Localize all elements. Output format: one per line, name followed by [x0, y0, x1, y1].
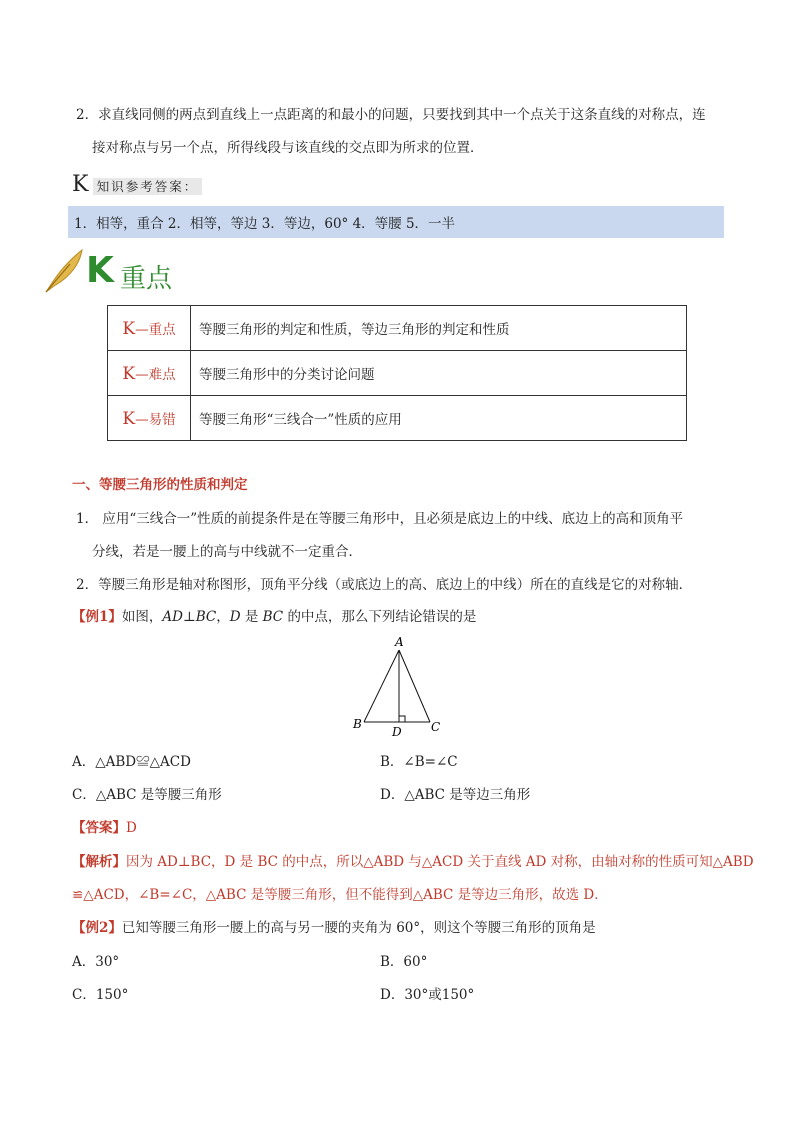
section1-p2: 2．等腰三角形是轴对称图形，顶角平分线（或底边上的高、底边上的中线）所在的直线是它的对称轴． — [76, 577, 693, 593]
feather-icon — [40, 246, 90, 296]
q-text: ， — [216, 609, 230, 625]
answers-bar — [68, 206, 724, 238]
option-b[interactable]: B．60° — [380, 954, 428, 970]
row-tag: —易错 — [135, 411, 176, 428]
analysis-tag: 【解析】 — [72, 854, 126, 870]
option-a[interactable]: A．30° — [72, 954, 120, 970]
table-row — [108, 396, 687, 441]
k-icon: K — [122, 363, 136, 384]
keypoints-table — [107, 305, 687, 441]
triangle-figure — [340, 632, 450, 740]
k-icon: K — [122, 408, 136, 429]
side-ab — [364, 650, 399, 722]
q-text: 是 — [244, 609, 259, 625]
table-row — [108, 306, 687, 351]
option-b[interactable]: B．∠B=∠C — [380, 754, 458, 770]
label-c: C — [431, 720, 441, 734]
k-icon: K — [122, 318, 136, 339]
q-var: BC — [195, 609, 217, 625]
example1-question — [72, 605, 476, 625]
q-var: D — [229, 609, 241, 625]
answers-text: 1．相等，重合 2．相等，等边 3．等边，60° 4．等腰 5．一半 — [74, 216, 456, 232]
keypoints-title — [40, 246, 200, 298]
option-d[interactable]: D．△ABC 是等边三角形 — [380, 787, 531, 803]
label-d: D — [392, 725, 402, 739]
option-c[interactable]: C．150° — [72, 987, 129, 1003]
q-text: 已知等腰三角形一腰上的高与另一腰的夹角为 60°，则这个等腰三角形的顶角是 — [121, 920, 596, 936]
row-text: 等腰三角形的判定和性质，等边三角形的判定和性质 — [191, 306, 687, 351]
example1-analysis-line1 — [72, 850, 754, 870]
option-d[interactable]: D．30°或150° — [380, 987, 475, 1003]
option-a[interactable]: A．△ABD≌△ACD — [72, 754, 191, 770]
section1-p1-line2: 分线，若是一腰上的高与中线就不一定重合． — [92, 544, 362, 560]
example-tag: 【例1】 — [72, 609, 122, 625]
label-a: A — [395, 635, 404, 649]
section1-p1-line1: 1． 应用“三线合一”性质的前提条件是在等腰三角形中，且必须是底边上的中线、底边上的高和顶角平 — [76, 511, 684, 527]
q-text: 如图， — [121, 609, 163, 625]
answer-tag: 【答案】 — [72, 820, 126, 836]
knowledge-key-label: 知识参考答案： — [93, 178, 203, 195]
example1-answer — [72, 816, 137, 836]
q-text: ⊥ — [182, 609, 196, 625]
right-angle-mark — [399, 716, 405, 722]
q-text: 的中点，那么下列结论错误的是 — [287, 609, 477, 625]
keypoints-k: K — [86, 250, 114, 291]
point2-line1: 2．求直线同侧的两点到直线上一点距离的和最小的问题，只要找到其中一个点关于这条直线的对称点，连 — [76, 107, 706, 123]
keypoints-title-text: 重点 — [120, 264, 173, 294]
k-icon: K — [72, 172, 89, 197]
row-tag: —难点 — [135, 366, 176, 383]
example1-analysis-line2: ≌△ACD，∠B=∠C，△ABC 是等腰三角形，但不能得到△ABC 是等边三角形，故选 D． — [72, 887, 608, 903]
point2-line2: 接对称点与另一个点，所得线段与该直线的交点即为所求的位置． — [92, 140, 484, 156]
label-b: B — [353, 717, 362, 731]
answer-value: D — [126, 820, 137, 836]
q-var: AD — [162, 609, 183, 625]
analysis-text: 因为 AD⊥BC，D 是 BC 的中点，所以△ABD 与△ACD 关于直线 AD 对称，由轴对称的性质可知△ABD — [126, 854, 754, 870]
row-text: 等腰三角形“三线合一”性质的应用 — [191, 396, 687, 441]
example-tag: 【例2】 — [72, 920, 122, 936]
row-tag: —重点 — [135, 321, 176, 338]
q-var: BC — [262, 609, 284, 625]
side-ac — [399, 650, 430, 722]
option-c[interactable]: C．△ABC 是等腰三角形 — [72, 787, 222, 803]
section-heading: 一、等腰三角形的性质和判定 — [72, 477, 248, 493]
knowledge-key-header — [72, 172, 202, 197]
row-text: 等腰三角形中的分类讨论问题 — [191, 351, 687, 396]
example2-question — [72, 916, 596, 936]
table-row — [108, 351, 687, 396]
